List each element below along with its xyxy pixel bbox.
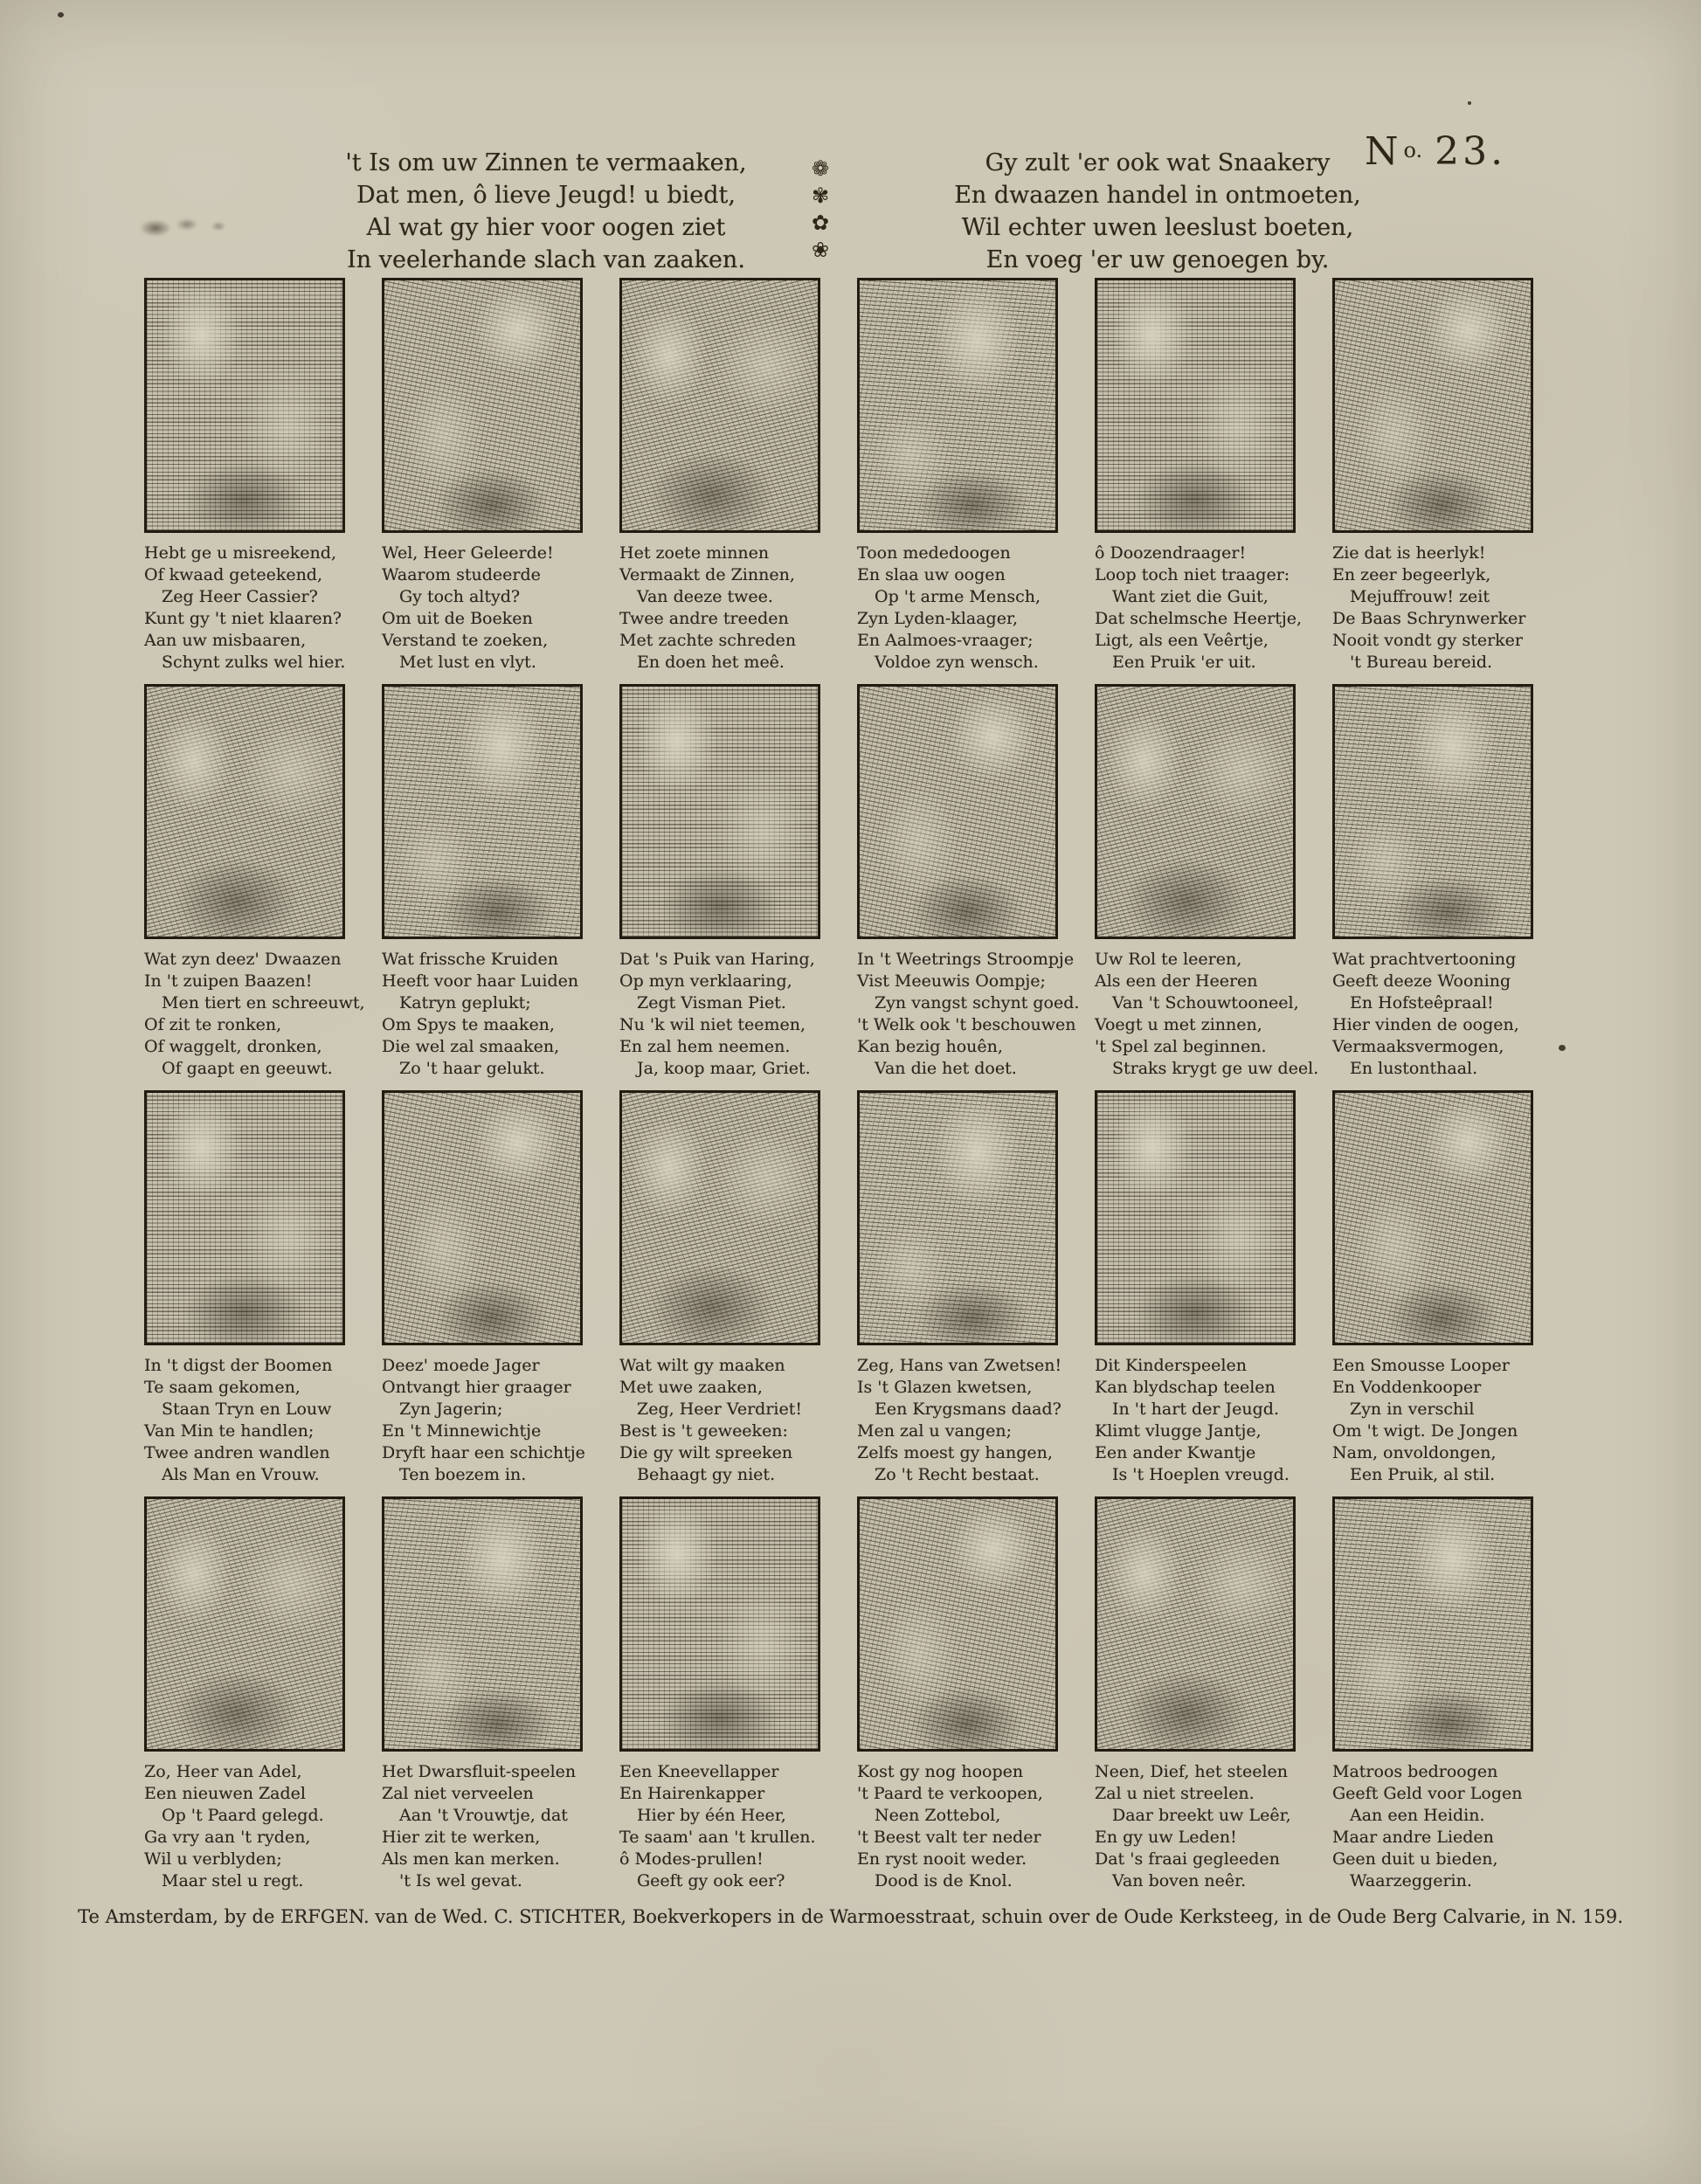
print-cell: [857, 278, 1058, 670]
woodcut-image: [1095, 1496, 1296, 1752]
caption-line: En gy uw Leden!: [1095, 1828, 1237, 1847]
fleuron-icon: ✿: [811, 211, 830, 235]
caption-line: Zo, Heer van Adel,: [144, 1762, 302, 1781]
caption-line: Van Min te handlen;: [144, 1421, 315, 1441]
caption-line: Ontvangt hier graager: [382, 1378, 571, 1397]
print-cell: [382, 1090, 583, 1482]
caption-line: Met lust en vlyt.: [399, 653, 536, 672]
caption-line: Zelfs moest gy hangen,: [857, 1443, 1053, 1462]
plate-number-value: 23.: [1435, 129, 1507, 174]
caption-line: Om 't wigt. De Jongen: [1332, 1421, 1518, 1441]
caption-line: Matroos bedroogen: [1332, 1762, 1498, 1781]
caption-line: Van die het doet.: [875, 1059, 1017, 1078]
caption-line: Een Krygsmans daad?: [875, 1400, 1061, 1419]
verse-line: Al wat gy hier voor oogen ziet: [366, 214, 726, 241]
caption-line: En lustonthaal.: [1350, 1059, 1478, 1078]
caption-line: Geeft deeze Wooning: [1332, 971, 1511, 991]
woodcut-image: [619, 278, 820, 533]
caption-line: Een Smousse Looper: [1332, 1356, 1510, 1375]
caption-line: Zal u niet streelen.: [1095, 1784, 1255, 1803]
caption-line: En Hairenkapper: [619, 1784, 765, 1803]
caption-line: En doen het meê.: [637, 653, 785, 672]
verse-caption: [857, 543, 1058, 674]
woodcut-image: [382, 278, 583, 533]
woodcut-image: [857, 278, 1058, 533]
caption-line: Nu 'k wil niet teemen,: [619, 1015, 806, 1034]
caption-line: Dat schelmsche Heertje,: [1095, 609, 1303, 628]
caption-line: Zeg, Heer Verdriet!: [637, 1400, 803, 1419]
caption-line: Zyn Lyden-klaager,: [857, 609, 1018, 628]
caption-line: Dryft haar een schichtje: [382, 1443, 585, 1462]
verse-caption: [1332, 543, 1533, 674]
caption-line: Katryn geplukt;: [399, 993, 531, 1013]
caption-line: Is 't Hoeplen vreugd.: [1112, 1465, 1290, 1484]
verse-caption: [382, 949, 583, 1080]
caption-line: Twee andre treeden: [619, 609, 789, 628]
caption-line: Men zal u vangen;: [857, 1421, 1013, 1441]
verse-caption: [1332, 1761, 1533, 1892]
verse-caption: [1332, 1355, 1533, 1486]
caption-line: Wat wilt gy maaken: [619, 1356, 785, 1375]
woodcut-image: [857, 684, 1058, 939]
caption-line: Of gaapt en geeuwt.: [162, 1059, 333, 1078]
caption-line: Een ander Kwantje: [1095, 1443, 1256, 1462]
caption-line: Kost gy nog hoopen: [857, 1762, 1024, 1781]
verse-line: Dat men, ô lieve Jeugd! u biedt,: [356, 182, 736, 209]
header-verse-left: [258, 147, 834, 276]
verse-line: In veelerhande slach van zaaken.: [347, 246, 745, 273]
print-cell: [619, 1090, 820, 1482]
verse-caption: [382, 543, 583, 674]
caption-line: Geen duit u bieden,: [1332, 1849, 1498, 1869]
caption-line: Nooit vondt gy sterker: [1332, 631, 1523, 650]
woodcut-image: [619, 1090, 820, 1345]
woodcut-image: [144, 1090, 345, 1345]
caption-line: Voldoe zyn wensch.: [875, 653, 1039, 672]
caption-line: Is 't Glazen kwetsen,: [857, 1378, 1033, 1397]
caption-line: Aan uw misbaaren,: [144, 631, 307, 650]
caption-line: Waarom studeerde: [382, 565, 541, 584]
verse-line: En voeg 'er uw genoegen by.: [985, 246, 1330, 273]
caption-line: Vermaakt de Zinnen,: [619, 565, 795, 584]
caption-line: Aan 't Vrouwtje, dat: [399, 1806, 568, 1825]
caption-line: 't Paard te verkoopen,: [857, 1784, 1043, 1803]
caption-line: 't Bureau bereid.: [1350, 653, 1493, 672]
verse-caption: [382, 1355, 583, 1486]
caption-line: Het Dwarsfluit-speelen: [382, 1762, 577, 1781]
caption-line: Geeft Geld voor Logen: [1332, 1784, 1523, 1803]
caption-line: Van deeze twee.: [637, 587, 773, 606]
caption-line: Deez' moede Jager: [382, 1356, 540, 1375]
caption-line: Nam, onvoldongen,: [1332, 1443, 1497, 1462]
caption-line: Op 't arme Mensch,: [875, 587, 1041, 606]
caption-line: Schynt zulks wel hier.: [162, 653, 346, 672]
caption-line: En zal hem neemen.: [619, 1037, 791, 1056]
caption-line: Die gy wilt spreeken: [619, 1443, 793, 1462]
caption-line: En Aalmoes-vraager;: [857, 631, 1034, 650]
print-cell: [857, 684, 1080, 1078]
caption-line: Een Pruik 'er uit.: [1112, 653, 1256, 672]
woodcut-image: [1095, 1090, 1296, 1345]
header-verse-right: [874, 147, 1442, 276]
paper-speck: [1468, 101, 1471, 105]
print-cell: [619, 278, 820, 670]
caption-line: Neen, Dief, het steelen: [1095, 1762, 1289, 1781]
woodcut-image: [382, 684, 583, 939]
caption-line: En zeer begeerlyk,: [1332, 565, 1491, 584]
print-cell: [857, 1496, 1058, 1889]
caption-line: Kan bezig houên,: [857, 1037, 1003, 1056]
print-cell: [1095, 1496, 1296, 1889]
caption-line: Wel, Heer Geleerde!: [382, 543, 554, 563]
caption-line: Als een der Heeren: [1095, 971, 1258, 991]
caption-line: Gy toch altyd?: [399, 587, 521, 606]
woodcut-image: [382, 1496, 583, 1752]
print-cell: [382, 1496, 583, 1889]
caption-line: Of waggelt, dronken,: [144, 1037, 322, 1056]
verse-caption: [144, 949, 365, 1080]
woodcut-image: [144, 684, 345, 939]
verse-caption: [144, 1761, 345, 1892]
fleuron-icon: ❀: [811, 238, 830, 262]
verse-caption: [619, 543, 820, 674]
caption-line: En slaa uw oogen: [857, 565, 1006, 584]
caption-line: Verstand te zoeken,: [382, 631, 549, 650]
plate-number: [1365, 129, 1506, 174]
caption-line: Zyn Jagerin;: [399, 1400, 503, 1419]
caption-line: Dit Kinderspeelen: [1095, 1356, 1247, 1375]
caption-line: Als Man en Vrouw.: [162, 1465, 320, 1484]
print-cell: [144, 684, 365, 1078]
woodcut-image: [857, 1090, 1058, 1345]
caption-line: Het zoete minnen: [619, 543, 770, 563]
print-cell: [382, 278, 583, 670]
caption-line: Te saam' aan 't krullen.: [619, 1828, 816, 1847]
caption-line: Zeg, Hans van Zwetsen!: [857, 1356, 1062, 1375]
verse-caption: [1095, 1355, 1296, 1486]
print-cell: [1095, 1090, 1296, 1482]
caption-line: De Baas Schrynwerker: [1332, 609, 1526, 628]
caption-line: Waarzeggerin.: [1350, 1871, 1472, 1890]
print-cell: [619, 684, 820, 1076]
caption-line: Vermaaksvermogen,: [1332, 1037, 1504, 1056]
verse-line: En dwaazen handel in ontmoeten,: [954, 182, 1361, 209]
woodcut-image: [144, 278, 345, 533]
caption-line: Toon mededoogen: [857, 543, 1011, 563]
verse-caption: [144, 1355, 345, 1486]
verse-line: Wil echter uwen leeslust boeten,: [961, 214, 1354, 241]
caption-line: Wat frissche Kruiden: [382, 950, 558, 969]
caption-line: Of kwaad geteekend,: [144, 565, 323, 584]
caption-line: Dat 's fraai gegleeden: [1095, 1849, 1280, 1869]
caption-line: In 't Weetrings Stroompje: [857, 950, 1075, 969]
verse-caption: [1095, 543, 1303, 674]
caption-line: Best is 't geweeken:: [619, 1421, 788, 1441]
caption-line: Uw Rol te leeren,: [1095, 950, 1242, 969]
print-cell: [619, 1496, 820, 1889]
caption-line: Hier zit te werken,: [382, 1828, 541, 1847]
caption-line: Wat zyn deez' Dwaazen: [144, 950, 342, 969]
caption-line: Te saam gekomen,: [144, 1378, 301, 1397]
verse-caption: [857, 1761, 1058, 1892]
caption-line: Om Spys te maaken,: [382, 1015, 555, 1034]
caption-line: Ten boezem in.: [399, 1465, 527, 1484]
caption-line: Ja, koop maar, Griet.: [637, 1059, 811, 1078]
caption-line: ô Doozendraager!: [1095, 543, 1247, 563]
caption-line: Zo 't haar gelukt.: [399, 1059, 545, 1078]
caption-line: Hier vinden de oogen,: [1332, 1015, 1519, 1034]
caption-line: Geeft gy ook eer?: [637, 1871, 785, 1890]
paper-speck: [1559, 1045, 1566, 1051]
verse-caption: [857, 1355, 1062, 1486]
caption-line: Loop toch niet traager:: [1095, 565, 1290, 584]
caption-line: Om uit de Boeken: [382, 609, 533, 628]
caption-line: Straks krygt ge uw deel.: [1112, 1059, 1319, 1078]
caption-line: Met uwe zaaken,: [619, 1378, 763, 1397]
verse-caption: [619, 1761, 820, 1892]
woodcut-image: [619, 684, 820, 939]
caption-line: Of zit te ronken,: [144, 1015, 282, 1034]
caption-line: Van 't Schouwtooneel,: [1112, 993, 1299, 1013]
woodcut-image: [619, 1496, 820, 1752]
verse-caption: [1332, 949, 1533, 1080]
woodcut-image: [1332, 1090, 1533, 1345]
caption-line: Kan blydschap teelen: [1095, 1378, 1276, 1397]
caption-line: Zie dat is heerlyk!: [1332, 543, 1486, 563]
caption-line: Wat prachtvertooning: [1332, 950, 1517, 969]
caption-line: Kunt gy 't niet klaaren?: [144, 609, 342, 628]
caption-line: Behaagt gy niet.: [637, 1465, 776, 1484]
caption-line: En Hofsteêpraal!: [1350, 993, 1494, 1013]
print-cell: [857, 1090, 1062, 1484]
caption-line: Vist Meeuwis Oompje;: [857, 971, 1046, 991]
caption-line: Ga vry aan 't ryden,: [144, 1828, 311, 1847]
publisher-imprint: Te Amsterdam, by de ERFGEN. van de Wed. C. STICHTER, Boekverkopers in de Warmoesstraat, schuin over de Oude Kerksteeg, in de Oude Berg Calvarie, in N. 159.: [78, 1906, 1623, 1927]
caption-line: Wil u verblyden;: [144, 1849, 282, 1869]
ink-smudge: [129, 208, 234, 245]
caption-line: Maar stel u regt.: [162, 1871, 304, 1890]
caption-line: Zal niet verveelen: [382, 1784, 534, 1803]
woodcut-image: [382, 1090, 583, 1345]
plate-number-sup: o.: [1403, 138, 1423, 163]
caption-line: Een Pruik, al stil.: [1350, 1465, 1496, 1484]
caption-line: Dood is de Knol.: [875, 1871, 1013, 1890]
print-cell: [1095, 278, 1303, 672]
paper-speck: [58, 12, 64, 17]
caption-line: Zo 't Recht bestaat.: [875, 1465, 1040, 1484]
woodcut-image: [1095, 278, 1296, 533]
caption-line: Aan een Heidin.: [1350, 1806, 1485, 1825]
caption-line: Klimt vlugge Jantje,: [1095, 1421, 1262, 1441]
woodcut-image: [144, 1496, 345, 1752]
caption-line: Zegt Visman Piet.: [637, 993, 786, 1013]
caption-line: Heeft voor haar Luiden: [382, 971, 579, 991]
caption-line: Een nieuwen Zadel: [144, 1784, 306, 1803]
print-cell: [1332, 1090, 1533, 1482]
caption-line: Mejuffrouw! zeit: [1350, 587, 1490, 606]
caption-line: Want ziet die Guit,: [1112, 587, 1269, 606]
caption-line: Twee andren wandlen: [144, 1443, 330, 1462]
caption-line: Staan Tryn en Louw: [162, 1400, 332, 1419]
print-cell: [1095, 684, 1319, 1078]
caption-line: Zyn vangst schynt goed.: [875, 993, 1080, 1013]
print-cell: [144, 1496, 345, 1889]
verse-line: 't Is om uw Zinnen te vermaaken,: [345, 149, 747, 176]
woodcut-image: [1095, 684, 1296, 939]
caption-line: Dat 's Puik van Haring,: [619, 950, 815, 969]
print-cell: [1332, 278, 1533, 670]
caption-line: Maar andre Lieden: [1332, 1828, 1494, 1847]
woodcut-image: [1332, 278, 1533, 533]
caption-line: Met zachte schreden: [619, 631, 797, 650]
caption-line: Zyn in verschil: [1350, 1400, 1475, 1419]
caption-line: Men tiert en schreeuwt,: [162, 993, 365, 1013]
caption-line: 't Welk ook 't beschouwen: [857, 1015, 1076, 1034]
caption-line: 't Spel zal beginnen.: [1095, 1037, 1267, 1056]
caption-line: 't Is wel gevat.: [399, 1871, 522, 1890]
print-grid: [144, 278, 1533, 1889]
caption-line: Voegt u met zinnen,: [1095, 1015, 1262, 1034]
print-cell: [144, 1090, 345, 1482]
caption-line: Hebt ge u misreekend,: [144, 543, 336, 563]
caption-line: En ryst nooit weder.: [857, 1849, 1027, 1869]
verse-line: Gy zult 'er ook wat Snaakery: [985, 149, 1331, 176]
caption-line: In 't zuipen Baazen!: [144, 971, 313, 991]
print-cell: [382, 684, 583, 1076]
verse-caption: [857, 949, 1080, 1080]
caption-line: Op 't Paard gelegd.: [162, 1806, 324, 1825]
plate-number-n: N: [1365, 129, 1404, 174]
caption-line: Die wel zal smaaken,: [382, 1037, 560, 1056]
caption-line: Ligt, als een Veêrtje,: [1095, 631, 1269, 650]
caption-line: Zeg Heer Cassier?: [162, 587, 318, 606]
print-cell: [1332, 684, 1533, 1076]
caption-line: Een Kneevellapper: [619, 1762, 779, 1781]
caption-line: En 't Minnewichtje: [382, 1421, 542, 1441]
caption-line: Van boven neêr.: [1112, 1871, 1247, 1890]
caption-line: Hier by één Heer,: [637, 1806, 786, 1825]
print-cell: [1332, 1496, 1533, 1889]
verse-caption: [1095, 949, 1319, 1080]
woodcut-image: [1332, 1496, 1533, 1752]
verse-caption: [1095, 1761, 1296, 1892]
verse-caption: [619, 1355, 820, 1486]
caption-line: In 't digst der Boomen: [144, 1356, 333, 1375]
printer-ornament: [800, 156, 840, 264]
caption-line: In 't hart der Jeugd.: [1112, 1400, 1279, 1419]
verse-caption: [382, 1761, 583, 1892]
fleuron-icon: ✾: [811, 183, 830, 208]
caption-line: Neen Zottebol,: [875, 1806, 1001, 1825]
fleuron-icon: ❁: [811, 156, 830, 181]
verse-caption: [619, 949, 820, 1080]
caption-line: Daar breekt uw Leêr,: [1112, 1806, 1291, 1825]
caption-line: 't Beest valt ter neder: [857, 1828, 1041, 1847]
caption-line: En Voddenkooper: [1332, 1378, 1482, 1397]
verse-caption: [144, 543, 345, 674]
woodcut-image: [857, 1496, 1058, 1752]
caption-line: ô Modes-prullen!: [619, 1849, 764, 1869]
caption-line: Op myn verklaaring,: [619, 971, 792, 991]
caption-line: Als men kan merken.: [382, 1849, 560, 1869]
print-cell: [144, 278, 345, 670]
woodcut-image: [1332, 684, 1533, 939]
